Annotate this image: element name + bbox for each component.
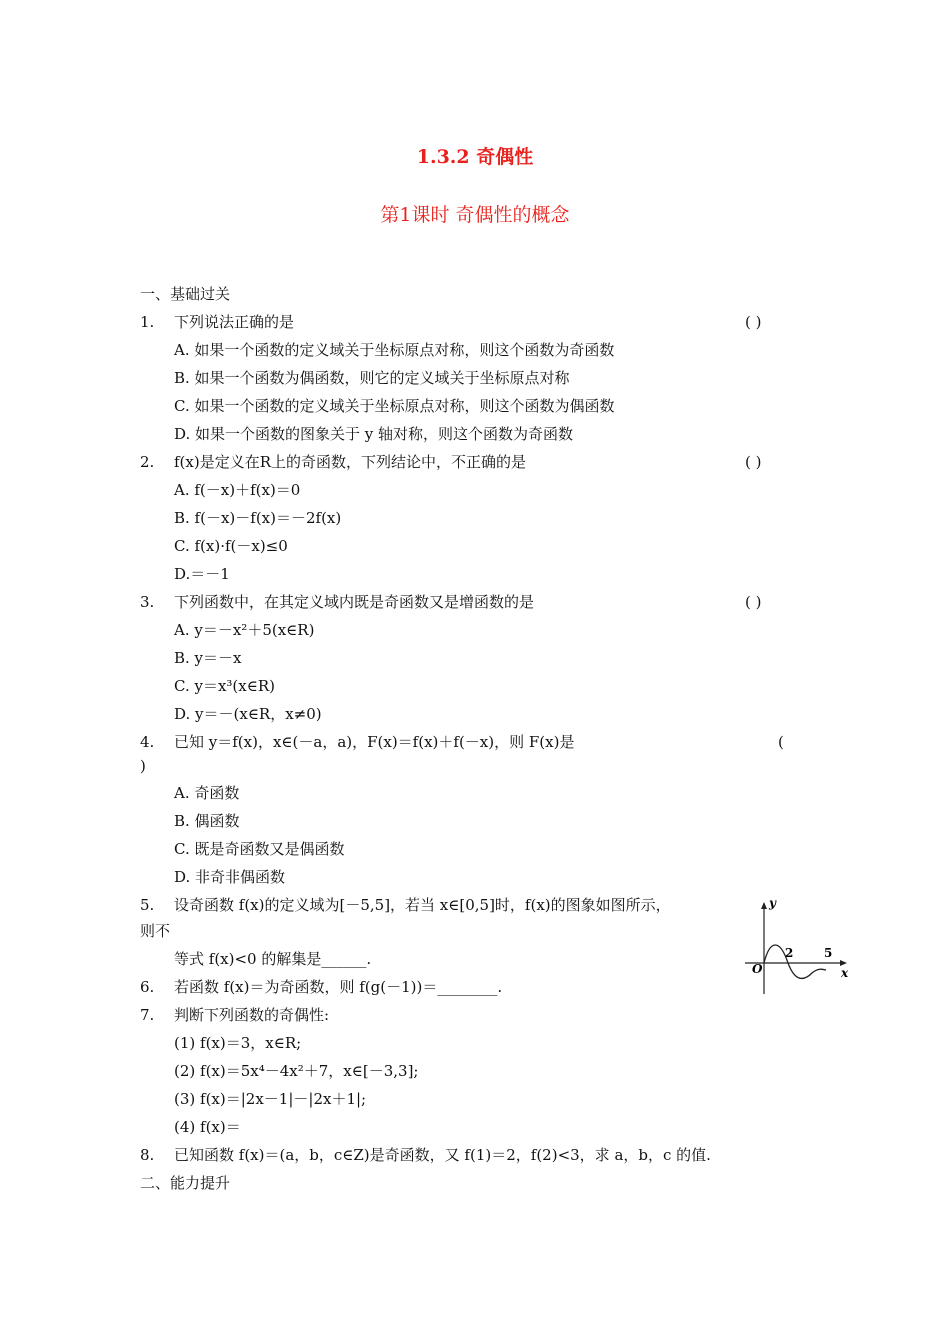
q4-number: 4. [140,733,155,751]
q4-option-d: D. 非奇非偶函数 [174,868,286,886]
q8-number: 8. [140,1146,155,1164]
section-advanced: 二、能力提升 [140,1174,231,1192]
q1-option-b: B. 如果一个函数为偶函数，则它的定义域关于坐标原点对称 [174,369,570,387]
q7-item-4: (4) f(x)＝ [174,1118,241,1136]
q1-option-d: D. 如果一个函数的图象关于 y 轴对称，则这个函数为奇函数 [174,425,574,443]
q8-stem: 已知函数 f(x)＝(a，b，c∈Z)是奇函数，又 f(1)＝2，f(2)<3，求 a，b，c 的值. [174,1146,711,1164]
section-basic: 一、基础过关 [140,285,231,303]
tick-label-2: 2 [785,946,794,960]
q2-stem: f(x)是定义在R上的奇函数，下列结论中，不正确的是 [174,453,527,471]
q5-stem-continued: 则不 [140,922,171,940]
q5-line2: 等式 f(x)<0 的解集是______. [174,950,372,968]
function-curve [764,945,826,978]
q4-stem: 已知 y＝f(x)，x∈(－a，a)，F(x)＝f(x)＋f(－x)，则 F(x)是 [174,733,575,751]
q1-option-a: A. 如果一个函数的定义域关于坐标原点对称，则这个函数为奇函数 [174,341,615,359]
x-axis-label: x [841,966,849,980]
q4-option-b: B. 偶函数 [174,812,240,830]
q2-answer-paren: ( ) [745,453,762,471]
q7-item-1: (1) f(x)＝3，x∈R; [174,1034,302,1052]
q3-option-a: A. y＝－x²＋5(x∈R) [174,621,315,639]
q3-option-d: D. y＝－(x∈R，x≠0) [174,705,322,723]
q2-option-a: A. f(－x)＋f(x)＝0 [174,481,301,499]
q1-option-c: C. 如果一个函数的定义域关于坐标原点对称，则这个函数为偶函数 [174,397,615,415]
y-axis-arrow-icon [761,902,767,909]
q2-option-b: B. f(－x)－f(x)＝－2f(x) [174,509,342,527]
q5-stem: 设奇函数 f(x)的定义域为[－5,5]，若当 x∈[0,5]时，f(x)的图象如图所示， [174,896,671,914]
q3-number: 3. [140,593,155,611]
q5-function-graph [740,893,855,995]
q1-stem: 下列说法正确的是 [174,313,295,331]
q2-option-d: D.＝－1 [174,565,230,583]
page-title: 1.3.2 奇偶性 [416,146,534,168]
q1-number: 1. [140,313,155,331]
lesson-subtitle: 第1课时 奇偶性的概念 [380,204,570,226]
q7-item-3: (3) f(x)＝|2x－1|－|2x＋1|; [174,1090,367,1108]
q3-option-b: B. y＝－x [174,649,242,667]
q2-option-c: C. f(x)·f(－x)≤0 [174,537,288,555]
q7-stem: 判断下列函数的奇偶性: [174,1006,330,1024]
q3-option-c: C. y＝x³(x∈R) [174,677,275,695]
q3-answer-paren: ( ) [745,593,762,611]
q4-paren-open: ( [778,733,784,751]
q6-stem: 若函数 f(x)＝为奇函数，则 f(g(－1))＝________. [174,978,503,996]
origin-label: O [752,962,763,976]
y-axis-label: y [769,896,776,910]
q1-answer-paren: ( ) [745,313,762,331]
q4-option-a: A. 奇函数 [174,784,240,802]
q4-option-c: C. 既是奇函数又是偶函数 [174,840,345,858]
q3-stem: 下列函数中，在其定义域内既是奇函数又是增函数的是 [174,593,535,611]
q5-number: 5. [140,896,155,914]
q6-number: 6. [140,978,155,996]
q2-number: 2. [140,453,155,471]
tick-label-5: 5 [824,946,833,960]
q4-paren-close: ) [140,757,146,775]
q7-item-2: (2) f(x)＝5x⁴－4x²＋7，x∈[－3,3]; [174,1062,419,1080]
q7-number: 7. [140,1006,155,1024]
